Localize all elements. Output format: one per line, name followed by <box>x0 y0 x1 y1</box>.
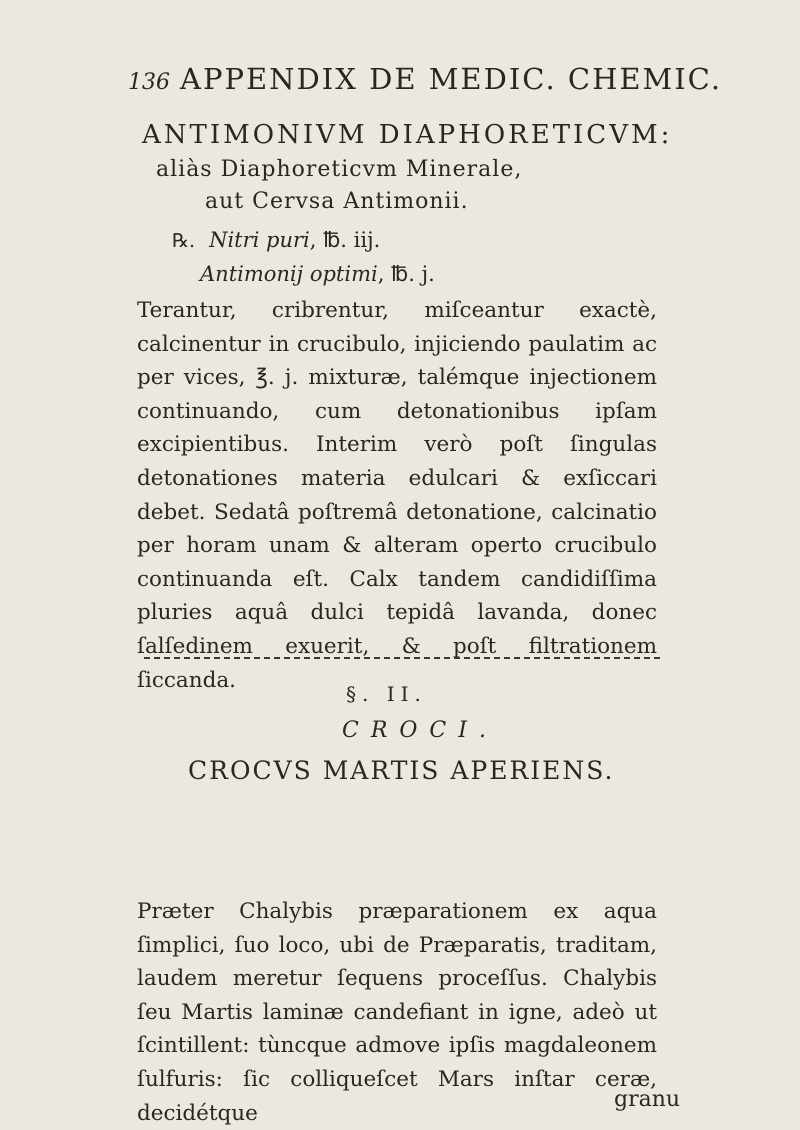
section-number: §. II. <box>346 682 427 706</box>
recipe-quantity-2: , ℔. j. <box>377 262 435 286</box>
section-divider <box>144 657 660 659</box>
recipe-quantity-1: , ℔. iij. <box>309 228 381 252</box>
page-number: 136 <box>128 70 170 95</box>
recipe-ingredient-1: Nitri puri <box>209 228 310 252</box>
recipe-symbol: ℞. <box>172 230 196 252</box>
section-alias: aliàs Diaphoreticvm Minerale, <box>156 157 523 182</box>
recipe-paragraph: Præter Chalybis præparationem ex aqua ſimplici, ſuo loco, ubi de Præparatis, traditam, laudem meretur ſequens proceſſus. Chalybis ſeu Martis laminæ candefiant in igne, adeò ut ſcintillent: tùncque admove ipſis magdaleonem ſulfuris: ſic colliqueſcet Mars inſtar ceræ, decidétque <box>137 899 657 1126</box>
procedure-paragraph: Terantur, cribrentur, miſceantur exactè, calcinentur in crucibulo, injiciendo paulatim ac per vices, ℥. j. mixturæ, talémque injectionem continuando, cum detonationibus ipſam excipientibus. Interim verò poſt ſingulas detonationes materia edulcari & exſiccari debet. Sedatâ poſtremâ detonatione, calcinatio per horam unam & alteram operto crucibulo continuanda eſt. Calx tandem candidiſſima pluries aquâ dulci tepidâ lavanda, donec ſalſedinem exuerit, & poſt filtrationem ſiccanda. <box>137 298 657 693</box>
chapter-heading: CROCI. <box>342 718 498 743</box>
recipe-title: CROCVS MARTIS APERIENS. <box>188 756 615 785</box>
section-title: ANTIMONIVM DIAPHORETICVM: <box>142 120 673 150</box>
running-title: APPENDIX DE MEDIC. CHEMIC. <box>180 62 723 96</box>
recipe-line-1 <box>172 228 380 252</box>
running-head <box>128 62 722 96</box>
catchword: granu <box>614 1087 681 1112</box>
section-alt-name: aut Cervsa Antimonii. <box>205 189 469 214</box>
recipe-line-2 <box>200 262 435 286</box>
recipe-ingredient-2: Antimonij optimi <box>200 262 378 286</box>
